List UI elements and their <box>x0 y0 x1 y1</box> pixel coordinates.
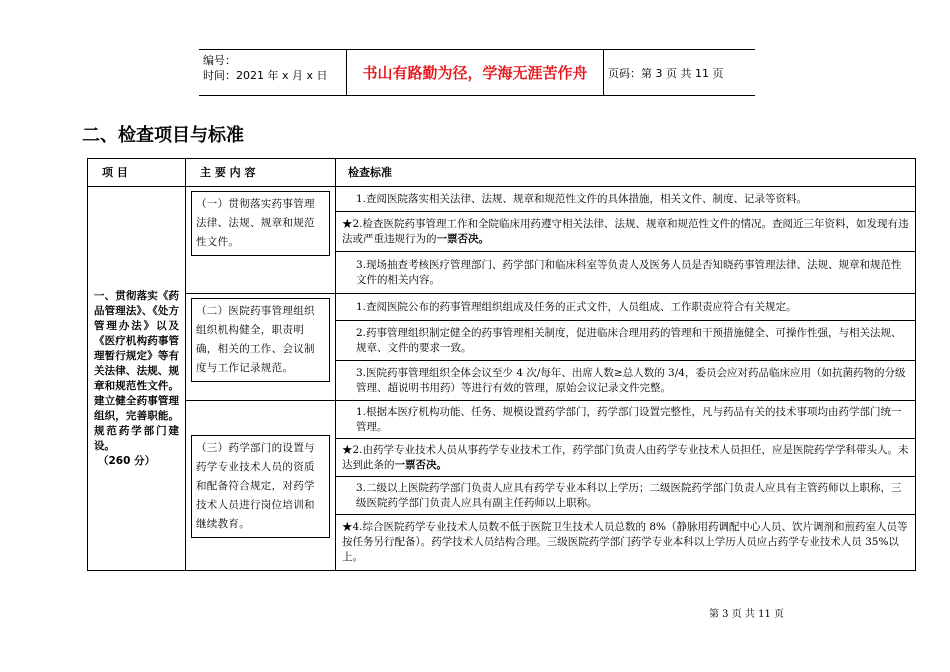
motto: 书山有路勤为径，学海无涯苦作舟 <box>346 50 604 95</box>
table-row <box>88 187 916 212</box>
item-cell <box>88 187 186 571</box>
table-header-row <box>88 159 916 187</box>
content-cell <box>186 294 336 401</box>
content-box: （二）医院药事管理组织组织机构健全，职责明确，相关的工作、会议制度与工作记录规范。 <box>191 298 330 382</box>
page-header <box>199 49 755 96</box>
standard-cell: ★2.检查医院药事管理工作和全院临床用药遵守相关法律、法规、规章和规范性文件的情况。查阅近三年资料，如发现有违法或严重违规行为的一票否决。 <box>336 212 916 252</box>
page-footer: 第 3 页 共 11 页 <box>709 609 784 620</box>
standard-cell: 1.根据本医疗机构功能、任务、规模设置药学部门，药学部门设置完整性，凡与药品有关的技术事项均由药学部门统一管理。 <box>336 401 916 439</box>
content-box: （一）贯彻落实药事管理法律、法规、规章和规范性文件。 <box>191 191 330 256</box>
table-row <box>88 401 916 439</box>
standard-cell: 3.现场抽查考核医疗管理部门、药学部门和临床科室等负责人及医务人员是否知晓药事管理法律、法规、规章和规范性文件的相关内容。 <box>336 252 916 294</box>
veto-label: 一票否决。 <box>436 232 489 245</box>
section-title: 二、检查项目与标准 <box>82 125 244 146</box>
item-text: 一、贯彻落实《药品管理法》、《处方管理办法》以及《医疗机构药事管理暂行规定》等有关法律、法规、规章和规范性文件。建立健全药事管理组织，完善职能。规范药学部门建设。 <box>94 289 179 452</box>
item-score: （260 分） <box>98 454 156 467</box>
standard-cell: ★4.综合医院药学专业技术人员数不低于医院卫生技术人员总数的 8%（静脉用药调配中心人员、饮片调剂和煎药室人员等按任务另行配备）。药学技术人员结构合理。三级医院药学部门药学专业本科以上学历人员应占药学专业技术人员 35%以上。 <box>336 515 916 571</box>
standard-cell: 1.查阅医院落实相关法律、法规、规章和规范性文件的具体措施，相关文件、制度、记录等资料。 <box>336 187 916 212</box>
standard-cell: 1.查阅医院公布的药事管理组织组成及任务的正式文件，人员组成、工作职责应符合有关规定。 <box>336 294 916 321</box>
standard-cell: ★2.由药学专业技术人员从事药学专业技术工作，药学部门负责人由药学专业技术人员担任，应是医院药学学科带头人。未达到此条的一票否决。 <box>336 439 916 477</box>
header-standard: 检查标准 <box>336 159 916 187</box>
content-cell <box>186 401 336 571</box>
standard-cell: 2.药事管理组织制定健全的药事管理相关制度，促进临床合理用药的管理和干预措施健全、可操作性强，与相关法规、规章、文件的要求一致。 <box>336 321 916 361</box>
time-label: 时间：2021 年 x 月 x 日 <box>203 69 328 82</box>
header-item: 项 目 <box>88 159 186 187</box>
standard-cell: 3.医院药事管理组织全体会议至少 4 次/每年、出席人数≥总人数的 3/4，委员会应对药品临床应用（如抗菌药物的分级管理、超说明书用药）等进行有效的管理，原始会议记录文件完整。 <box>336 361 916 401</box>
content-cell <box>186 187 336 294</box>
table-row <box>88 294 916 321</box>
inspection-table <box>87 158 916 571</box>
page-number-label: 页码：第 3 页 共 11 页 <box>608 66 724 80</box>
veto-label: 一票否决。 <box>394 458 447 471</box>
header-content: 主 要 内 容 <box>186 159 336 187</box>
header-meta <box>199 50 346 95</box>
number-label: 编号： <box>203 54 236 67</box>
standard-cell: 3.二级以上医院药学部门负责人应具有药学专业本科以上学历；二级医院药学部门负责人应具有主管药师以上职称，三级医院药学部门负责人应具有副主任药师以上职称。 <box>336 477 916 515</box>
content-box: （三）药学部门的设置与药学专业技术人员的资质和配备符合规定，对药学技术人员进行岗位培训和继续教育。 <box>191 435 330 538</box>
